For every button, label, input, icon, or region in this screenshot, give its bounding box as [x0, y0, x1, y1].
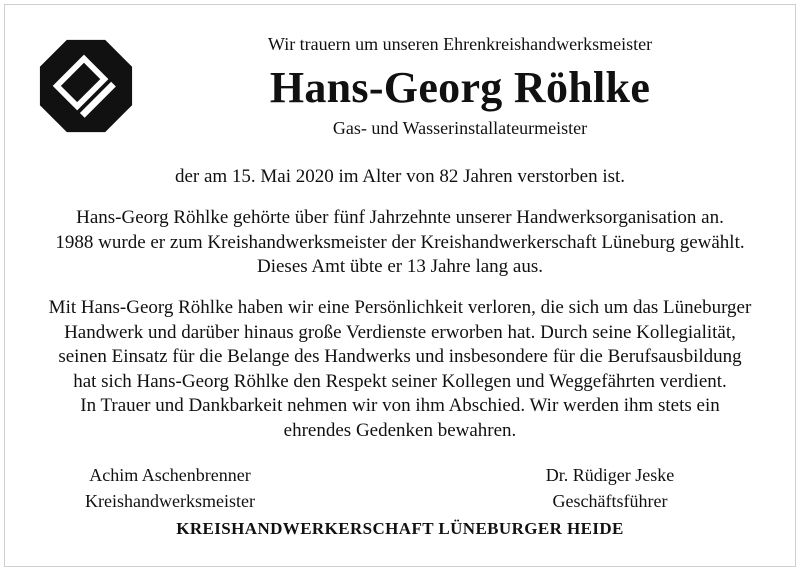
paragraph-line: Mit Hans-Georg Röhlke haben wir eine Persönlichkeit verloren, die sich um das Lüneburger [48, 297, 752, 318]
paragraph-line: Hans-Georg Röhlke gehörte über fünf Jahrzehnte unserer Handwerksorganisation an. [76, 207, 724, 228]
signature-left [40, 462, 300, 514]
paragraph-line: 1988 wurde er zum Kreishandwerksmeister der Kreishandwerkerschaft Lüneburg gewählt. [55, 231, 745, 253]
signature-right [480, 462, 740, 514]
signatory-title: Kreishandwerksmeister [85, 491, 255, 511]
paragraph-tribute [20, 296, 780, 443]
paragraph-line: In Trauer und Dankbarkeit nehmen wir von ihm Abschied. Wir werden ihm stets ein [80, 395, 720, 416]
signatory-name: Achim Aschenbrenner [89, 465, 251, 485]
profession-line: Gas- und Wasserinstallateurmeister [332, 118, 588, 138]
paragraph-line: seinen Einsatz für die Belange des Handwerks und insbesondere für die Berufsausbildung [58, 346, 742, 367]
paragraph-line: ehrendes Gedenken bewahren. [283, 419, 517, 441]
signatory-title: Geschäftsführer [552, 491, 668, 511]
paragraph-line: Handwerk und darüber hinaus große Verdienste erworben hat. Durch seine Kollegialität, [64, 321, 736, 343]
organization-name: KREISHANDWERKERSCHAFT LÜNEBURGER HEIDE [176, 519, 624, 538]
death-notice-line: der am 15. Mai 2020 im Alter von 82 Jahren verstorben ist. [174, 166, 626, 187]
signatory-name: Dr. Rüdiger Jeske [545, 465, 675, 485]
deceased-name: Hans-Georg Röhlke [269, 63, 651, 112]
paragraph-biography [20, 206, 780, 280]
intro-line: Wir trauern um unseren Ehrenkreishandwerksmeister [267, 34, 653, 54]
paragraph-line: hat sich Hans-Georg Röhlke den Respekt seiner Kollegen und Weggefährten verdient. [73, 370, 727, 392]
paragraph-line: Dieses Amt übte er 13 Jahre lang aus. [257, 256, 543, 277]
handwerk-octagon-logo-icon [38, 38, 134, 134]
